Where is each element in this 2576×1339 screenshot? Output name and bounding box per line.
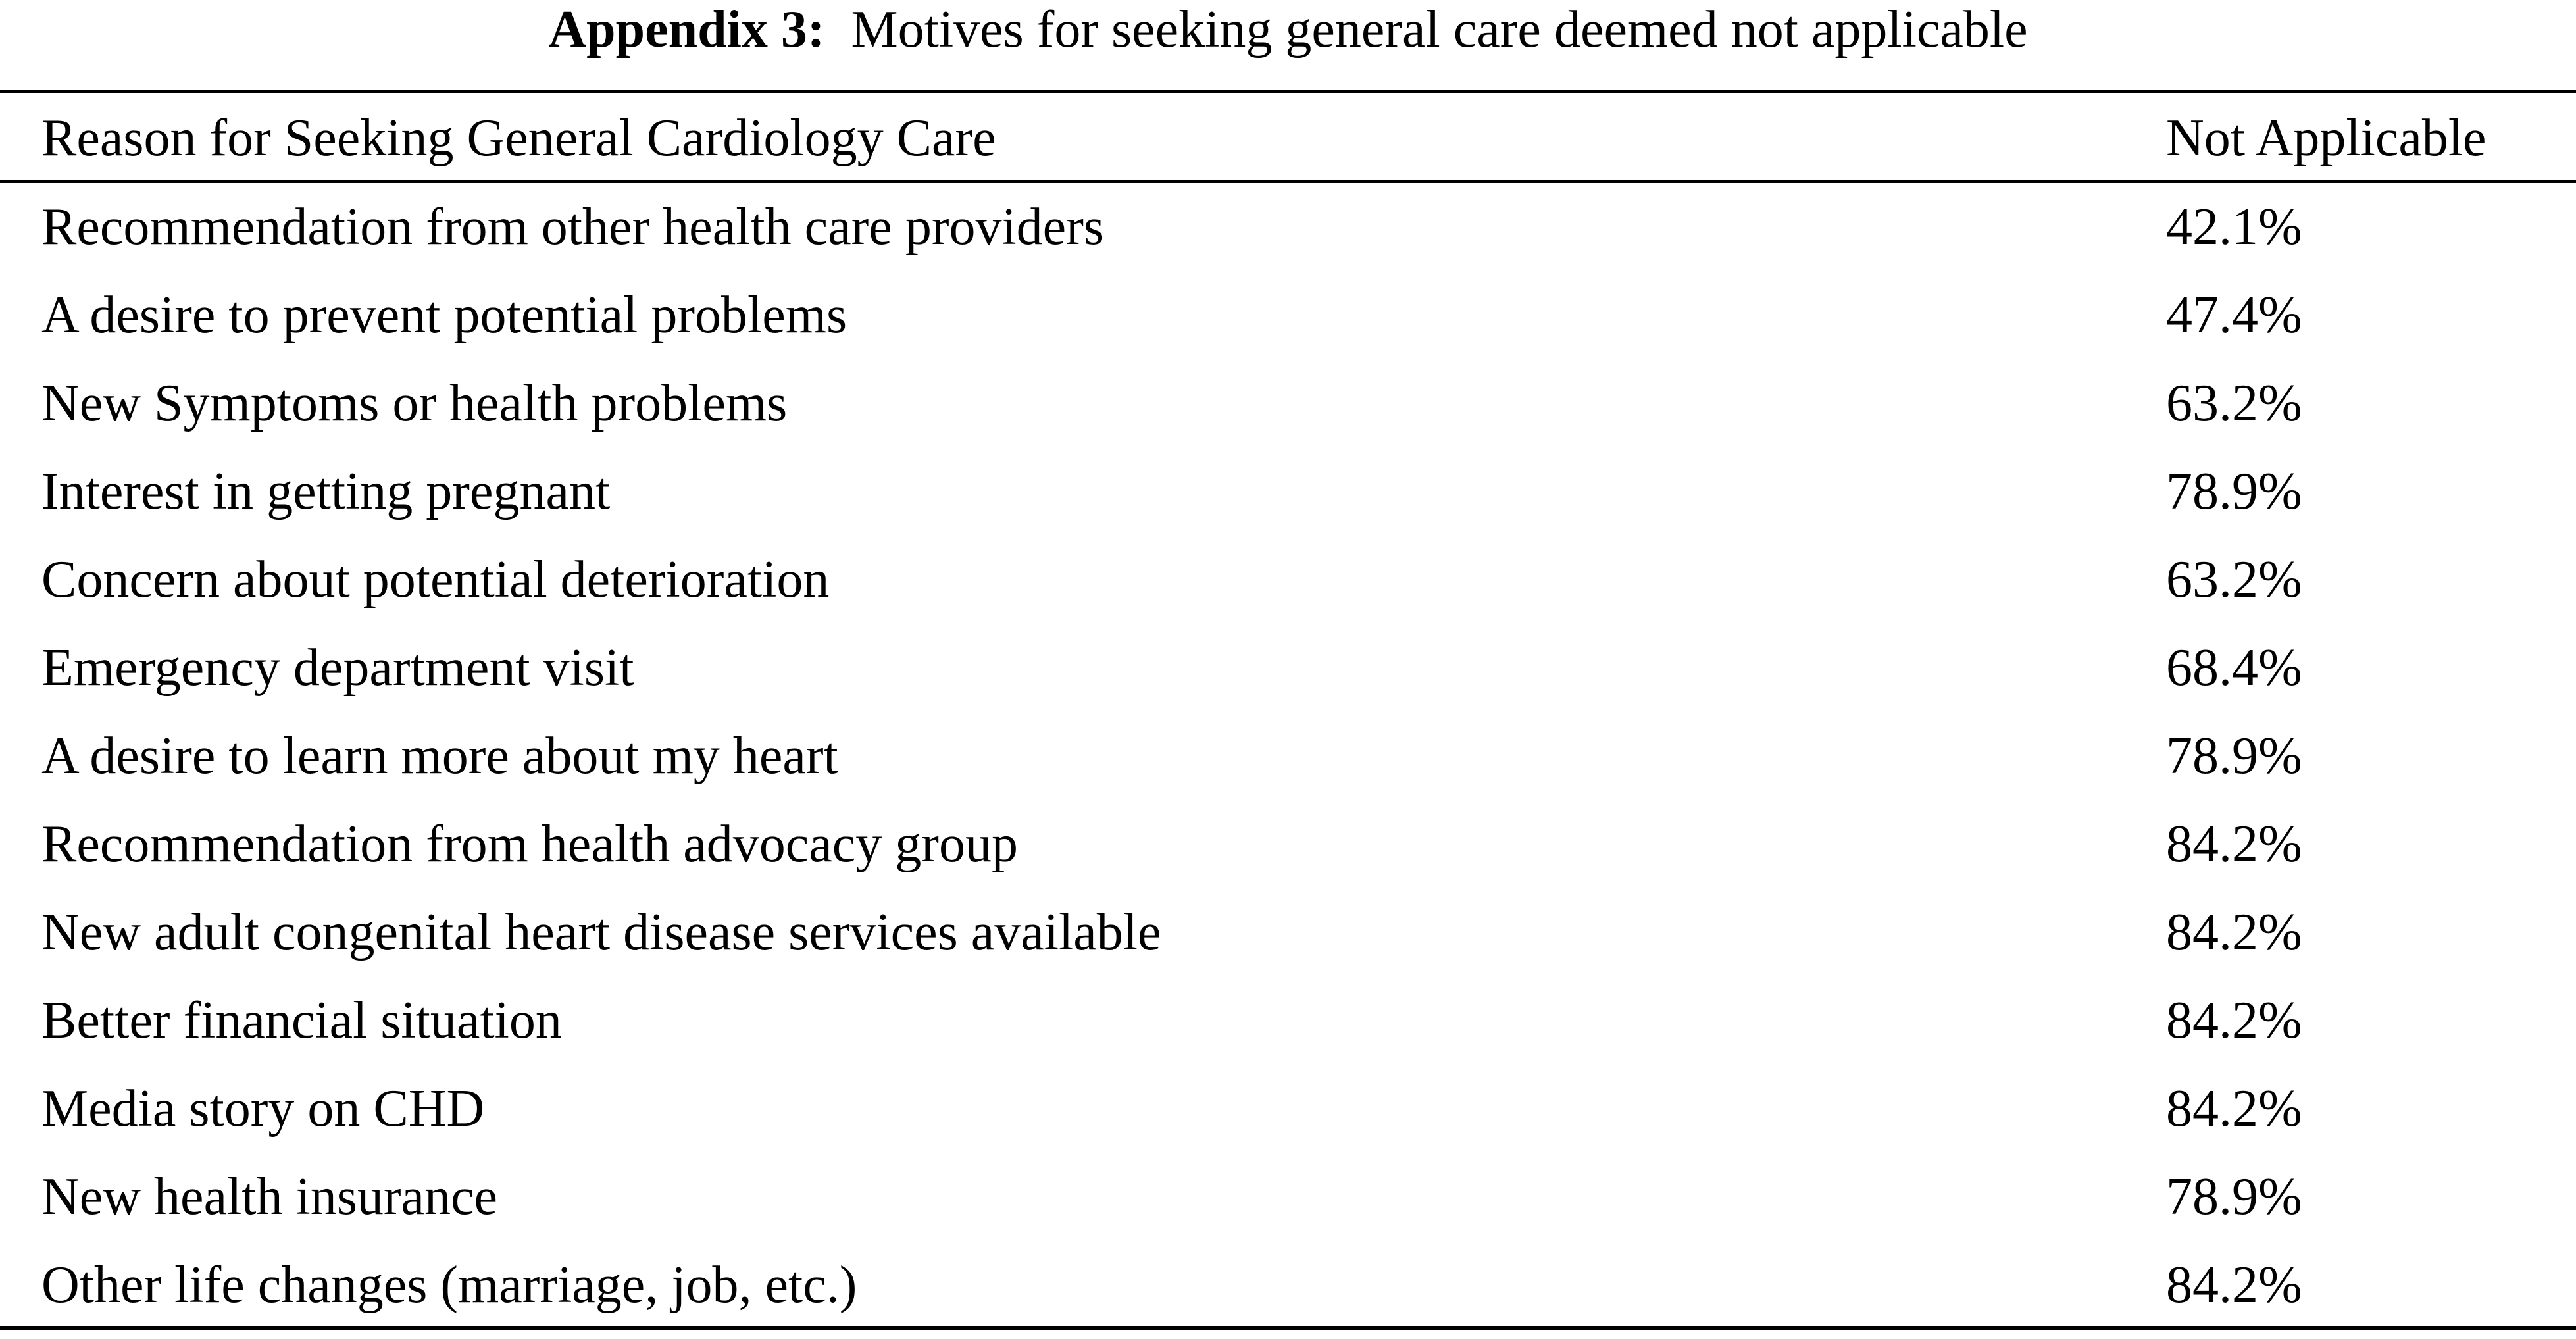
not-applicable-cell: 78.9% xyxy=(2166,463,2302,520)
reason-cell: Concern about potential deterioration xyxy=(41,551,830,609)
reason-cell: Other life changes (marriage, job, etc.) xyxy=(41,1256,857,1314)
table-row xyxy=(0,271,2576,359)
not-applicable-cell: 42.1% xyxy=(2166,198,2302,256)
reason-cell: New adult congenital heart disease services available xyxy=(41,903,1161,961)
table-row xyxy=(0,183,2576,271)
not-applicable-cell: 84.2% xyxy=(2166,1080,2302,1138)
reason-cell: Recommendation from other health care providers xyxy=(41,198,1104,256)
reason-cell: Emergency department visit xyxy=(41,639,634,697)
table-row xyxy=(0,712,2576,800)
table-row xyxy=(0,1065,2576,1153)
reason-cell: Recommendation from health advocacy group xyxy=(41,815,1018,873)
bottom-rule xyxy=(0,1326,2576,1330)
caption-text: Motives for seeking general care deemed not applicable xyxy=(851,1,2028,59)
table-body xyxy=(0,183,2576,1326)
not-applicable-cell: 78.9% xyxy=(2166,1168,2302,1226)
table-caption xyxy=(0,0,2576,72)
reason-cell: Better financial situation xyxy=(41,992,562,1049)
table-row xyxy=(0,888,2576,976)
table-row xyxy=(0,976,2576,1065)
table-row xyxy=(0,624,2576,712)
not-applicable-cell: 84.2% xyxy=(2166,903,2302,961)
table-row xyxy=(0,800,2576,888)
table-row xyxy=(0,536,2576,624)
table-row xyxy=(0,1241,2576,1329)
reason-cell: Media story on CHD xyxy=(41,1080,485,1138)
table-row xyxy=(0,359,2576,447)
not-applicable-cell: 78.9% xyxy=(2166,727,2302,785)
reason-cell: New health insurance xyxy=(41,1168,498,1226)
not-applicable-cell: 47.4% xyxy=(2166,286,2302,344)
table-header xyxy=(0,99,2576,178)
reason-cell: A desire to prevent potential problems xyxy=(41,286,847,344)
not-applicable-cell: 63.2% xyxy=(2166,374,2302,432)
not-applicable-cell: 63.2% xyxy=(2166,551,2302,609)
caption-label: Appendix 3: xyxy=(548,1,825,59)
column-header-reason: Reason for Seeking General Cardiology Care xyxy=(41,109,996,167)
not-applicable-cell: 84.2% xyxy=(2166,1256,2302,1314)
column-header-not-applicable: Not Applicable xyxy=(2166,109,2487,167)
not-applicable-cell: 84.2% xyxy=(2166,815,2302,873)
top-rule xyxy=(0,90,2576,93)
not-applicable-cell: 84.2% xyxy=(2166,992,2302,1049)
not-applicable-cell: 68.4% xyxy=(2166,639,2302,697)
reason-cell: Interest in getting pregnant xyxy=(41,463,611,520)
table-row xyxy=(0,447,2576,536)
table-row xyxy=(0,1153,2576,1241)
reason-cell: A desire to learn more about my heart xyxy=(41,727,838,785)
reason-cell: New Symptoms or health problems xyxy=(41,374,788,432)
